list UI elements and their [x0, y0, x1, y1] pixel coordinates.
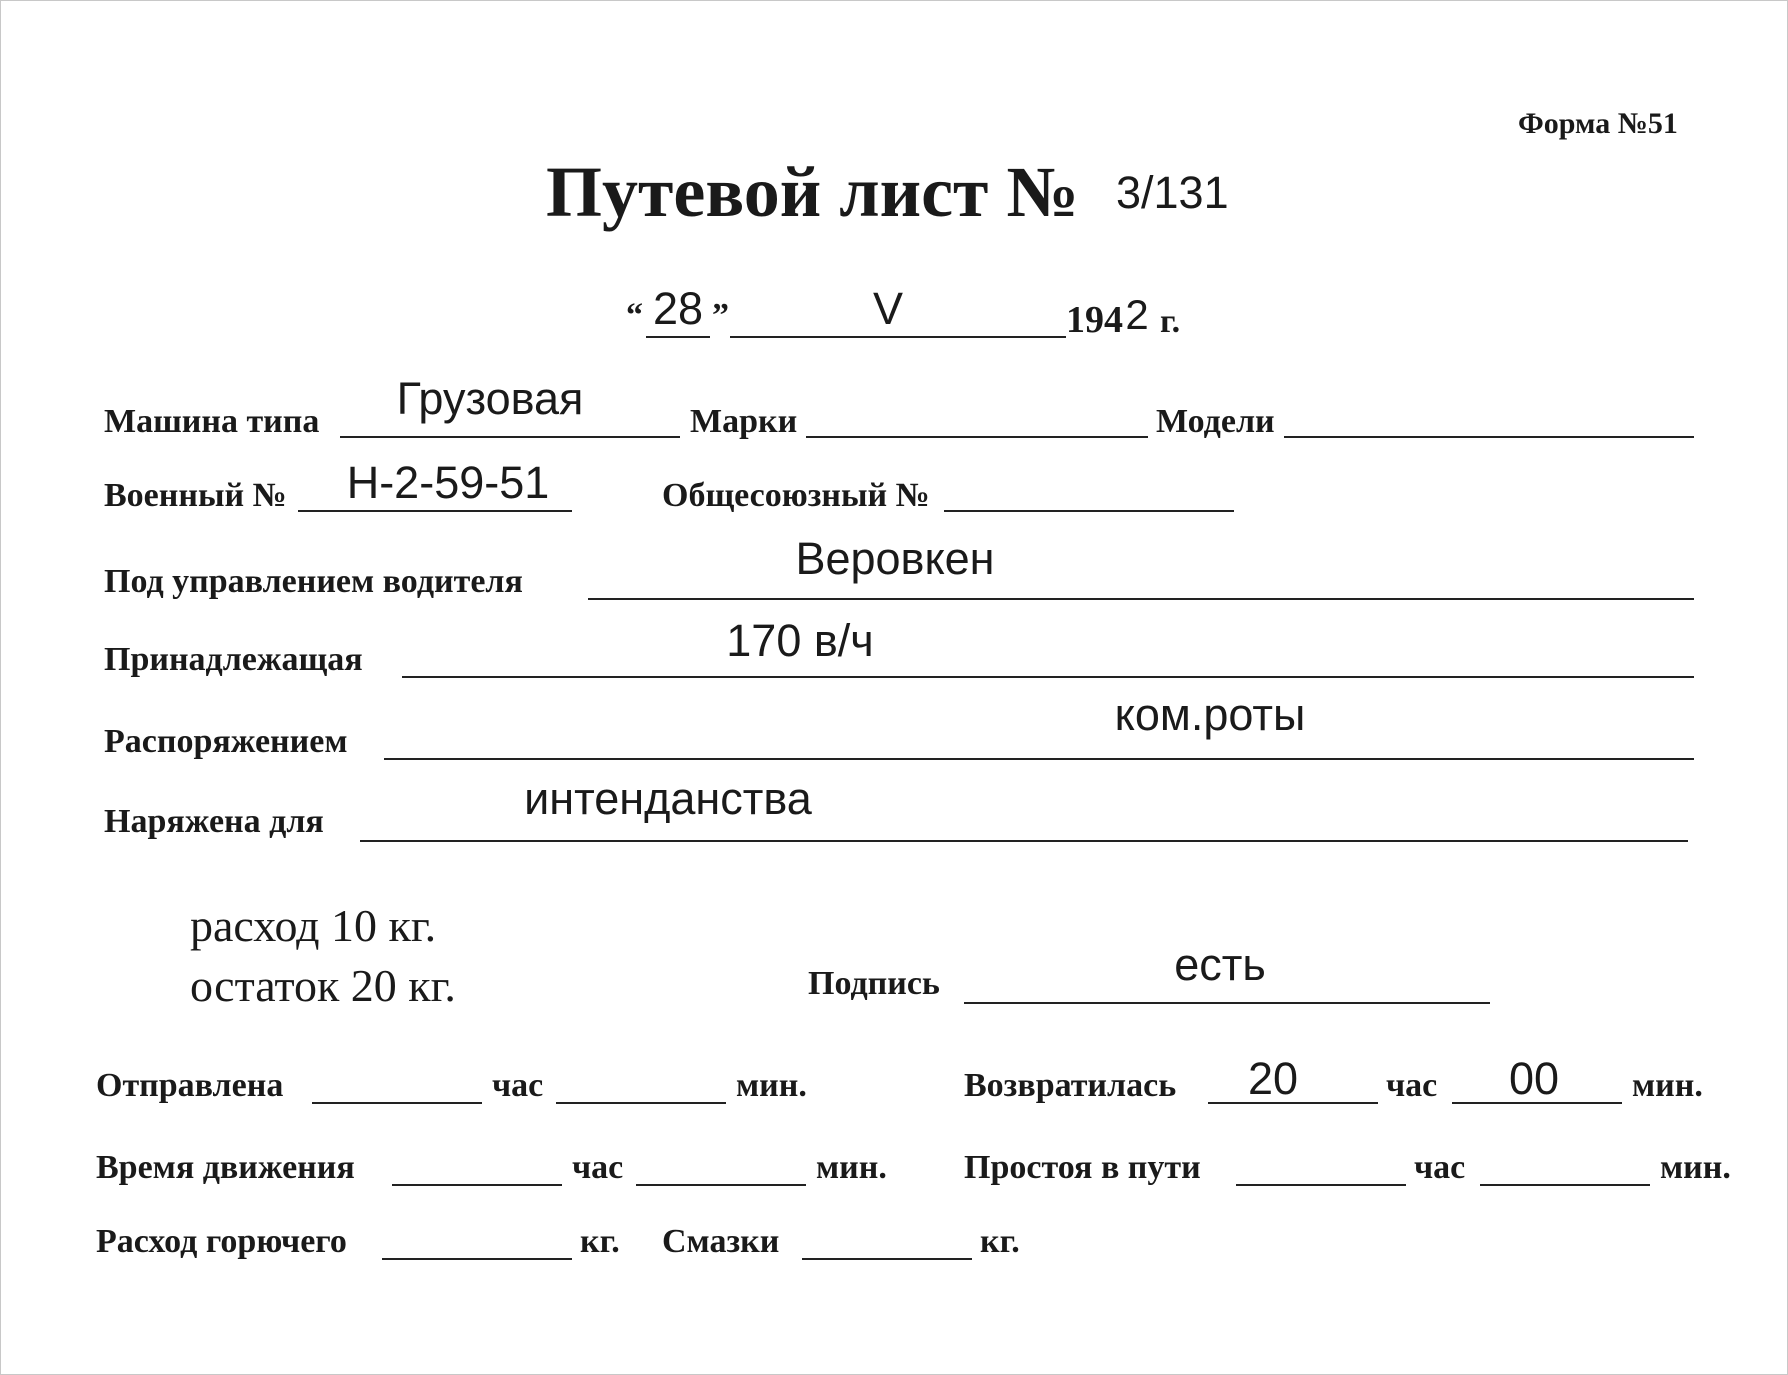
departed-minutes-underline [556, 1102, 726, 1104]
remainder-note: остаток 20 кг. [190, 960, 456, 1011]
idle-hours-underline [1236, 1184, 1406, 1186]
driver-underline [588, 598, 1694, 600]
lubricant-kg-label: кг. [980, 1223, 1020, 1260]
signature-field[interactable]: есть [1174, 939, 1266, 990]
driver-field[interactable]: Веровкен [795, 533, 995, 584]
returned-minutes-field[interactable]: 00 [1508, 1053, 1560, 1104]
assigned-for-field[interactable]: интенданства [524, 773, 812, 824]
brand-label: Марки [690, 403, 798, 440]
idle-minutes-underline [1480, 1184, 1650, 1186]
page-title: Путевой лист № [546, 152, 1079, 232]
lubricant-label: Смазки [662, 1223, 780, 1260]
travel-hours-underline [392, 1184, 562, 1186]
idle-minutes-label: мин. [1660, 1149, 1731, 1186]
idle-time-label: Простоя в пути [964, 1149, 1201, 1186]
military-no-underline [298, 510, 572, 512]
returned-hours-label: час [1386, 1067, 1438, 1104]
idle-hours-label: час [1414, 1149, 1466, 1186]
vehicle-type-label: Машина типа [104, 403, 320, 440]
departed-minutes-label: мин. [736, 1067, 807, 1104]
fuel-kg-label: кг. [580, 1223, 620, 1260]
date-close-quote: ” [712, 297, 729, 334]
model-underline [1284, 436, 1694, 438]
vehicle-type-underline [340, 436, 680, 438]
fuel-label: Расход горючего [96, 1223, 347, 1260]
fuel-underline [382, 1258, 572, 1260]
returned-minutes-label: мин. [1632, 1067, 1703, 1104]
driver-label: Под управлением водителя [104, 563, 523, 600]
date-open-quote: “ [626, 297, 643, 334]
sheet-number-field[interactable]: 3/131 [1116, 167, 1229, 218]
signature-underline [964, 1002, 1490, 1004]
departed-hours-underline [312, 1102, 482, 1104]
date-day-field[interactable]: 28 [652, 283, 704, 334]
military-no-field[interactable]: Н-2-59-51 [346, 457, 550, 508]
travel-time-label: Время движения [96, 1149, 355, 1186]
union-no-label: Общесоюзный № [662, 477, 930, 514]
vehicle-type-field[interactable]: Грузовая [396, 373, 584, 424]
month-underline [730, 336, 1066, 338]
departed-hours-label: час [492, 1067, 544, 1104]
date-month-field[interactable]: V [872, 283, 903, 334]
returned-hours-field[interactable]: 20 [1247, 1053, 1299, 1104]
travel-minutes-underline [636, 1184, 806, 1186]
signature-label: Подпись [808, 965, 940, 1002]
year-suffix: г. [1160, 303, 1181, 340]
consumption-note: расход 10 кг. [190, 900, 437, 951]
assigned-for-label: Наряжена для [104, 803, 324, 840]
travel-minutes-label: мин. [816, 1149, 887, 1186]
by-order-of-field[interactable]: ком.роты [1114, 689, 1306, 740]
brand-underline [806, 436, 1148, 438]
day-underline [646, 336, 710, 338]
returned-label: Возвратилась [964, 1067, 1177, 1104]
union-no-underline [944, 510, 1234, 512]
date-year-field[interactable]: 2 [1125, 291, 1149, 338]
belongs-to-field[interactable]: 170 в/ч [726, 615, 874, 666]
travel-hours-label: час [572, 1149, 624, 1186]
assigned-for-underline [360, 840, 1688, 842]
military-no-label: Военный № [104, 477, 287, 514]
form-number: Форма №51 [1518, 107, 1678, 140]
belongs-to-underline [402, 676, 1694, 678]
belongs-to-label: Принадлежащая [104, 641, 363, 678]
year-printed: 194 [1066, 299, 1123, 341]
departed-label: Отправлена [96, 1067, 284, 1104]
by-order-of-underline [384, 758, 1694, 760]
model-label: Модели [1156, 403, 1275, 440]
by-order-of-label: Распоряжением [104, 723, 348, 760]
lubricant-underline [802, 1258, 972, 1260]
